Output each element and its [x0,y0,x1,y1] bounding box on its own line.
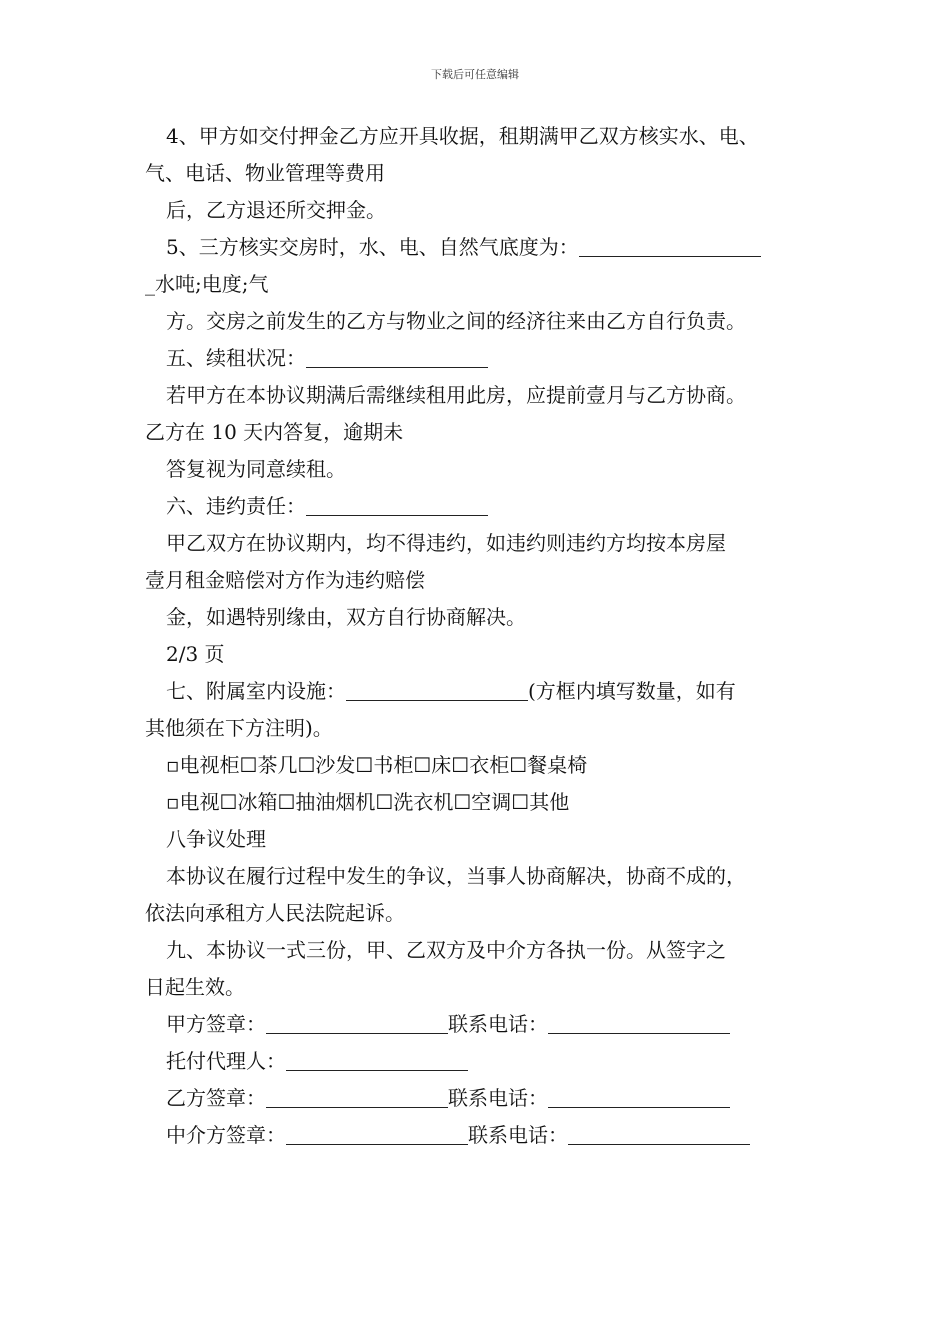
paragraph-line [166,344,488,372]
paragraph-line: 甲乙双方在协议期内，均不得违约，如违约则违约方均按本房屋 [166,531,726,555]
line-text: 五、续租状况： [166,346,306,370]
line-text: 联系电话： [448,1012,548,1036]
page-header: 下载后可任意编辑 [431,68,519,81]
fill-blank[interactable] [568,1124,750,1145]
line-text: 托付代理人： [166,1049,286,1073]
signature-line [166,1084,730,1112]
line-text: 5、三方核实交房时，水、电、自然气底度为： [166,235,579,259]
paragraph-line [166,492,488,520]
paragraph-line: 日起生效。 [145,975,245,999]
line-text: 中介方签章： [166,1123,286,1147]
line-text: 乙方签章： [166,1086,266,1110]
fill-blank[interactable] [548,1013,730,1034]
fill-blank[interactable] [286,1050,468,1071]
paragraph-line: 其他须在下方注明)。 [145,716,333,740]
fill-blank[interactable] [306,347,488,368]
fill-blank[interactable] [579,236,761,257]
fill-blank[interactable] [548,1087,730,1108]
paragraph-line: _水吨;电度;气 [145,272,269,296]
fill-blank[interactable] [266,1013,448,1034]
paragraph-line: 若甲方在本协议期满后需继续租用此房，应提前壹月与乙方协商。 [166,383,746,407]
fill-blank[interactable] [286,1124,468,1145]
line-text: 七、附属室内设施： [166,679,346,703]
paragraph-line: 4、甲方如交付押金乙方应开具收据，租期满甲乙双方核实水、电、 [166,124,759,148]
paragraph-line [166,233,761,261]
paragraph-line: 气、电话、物业管理等费用 [145,161,385,185]
fill-blank[interactable] [306,495,488,516]
signature-line [166,1121,750,1149]
paragraph-line: 乙方在 10 天内答复，逾期未 [145,420,404,444]
fill-blank[interactable] [266,1087,448,1108]
page-number: 2/3 页 [166,642,225,666]
line-text: 六、违约责任： [166,494,306,518]
paragraph-line: 答复视为同意续租。 [166,457,346,481]
fill-blank[interactable] [346,680,528,701]
checkbox-line[interactable]: ▫电视柜☐茶几☐沙发☐书柜☐床☐衣柜☐餐桌椅 [166,753,588,777]
checkbox-line[interactable]: ▫电视☐冰箱☐抽油烟机☐洗衣机☐空调☐其他 [166,790,570,814]
line-text: 联系电话： [468,1123,568,1147]
paragraph-line: 壹月租金赔偿对方作为违约赔偿 [145,568,425,592]
line-text: (方框内填写数量，如有 [528,679,736,703]
paragraph-line: 后，乙方退还所交押金。 [166,198,386,222]
paragraph-line [166,677,736,705]
paragraph-line: 方。交房之前发生的乙方与物业之间的经济往来由乙方自行负责。 [166,309,746,333]
section-heading: 八争议处理 [166,827,266,851]
signature-line [166,1010,730,1038]
line-text: 联系电话： [448,1086,548,1110]
paragraph-line: 本协议在履行过程中发生的争议，当事人协商解决，协商不成的， [166,864,746,888]
signature-line [166,1047,468,1075]
paragraph-line: 金，如遇特别缘由，双方自行协商解决。 [166,605,526,629]
line-text: 甲方签章： [166,1012,266,1036]
paragraph-line: 依法向承租方人民法院起诉。 [145,901,405,925]
paragraph-line: 九、本协议一式三份，甲、乙双方及中介方各执一份。从签字之 [166,938,726,962]
